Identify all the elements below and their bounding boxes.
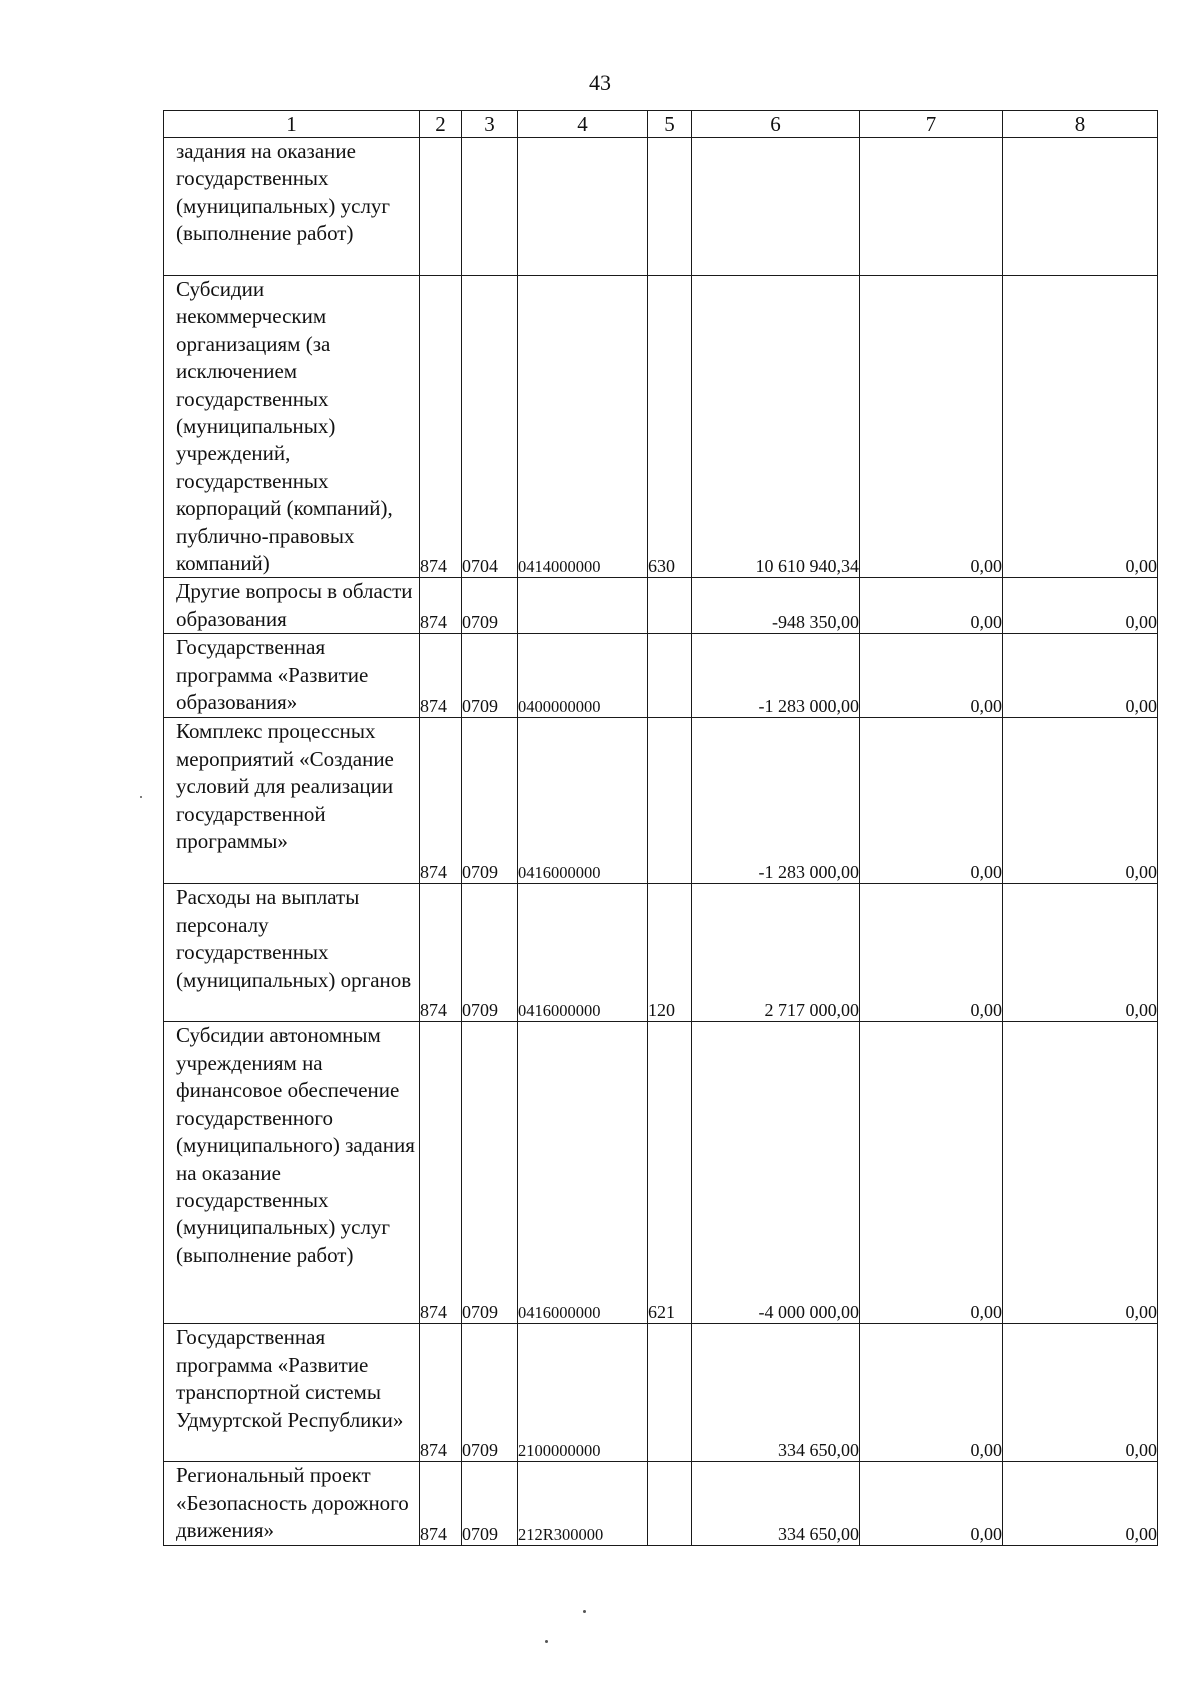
row-value-7: 0,00 bbox=[860, 1324, 1003, 1462]
row-vr bbox=[648, 138, 692, 276]
row-name: Расходы на выплаты персоналу государственных (муниципальных) органов bbox=[164, 884, 420, 1022]
row-target: 0416000000 bbox=[518, 718, 648, 884]
row-name: Региональный проект «Безопасность дорожного движения» bbox=[164, 1462, 420, 1546]
header-cell-6: 6 bbox=[692, 111, 860, 138]
table-row bbox=[164, 1462, 1158, 1546]
row-value-8: 0,00 bbox=[1003, 276, 1158, 578]
row-target bbox=[518, 138, 648, 276]
row-section: 0709 bbox=[462, 884, 518, 1022]
row-grbs: 874 bbox=[420, 718, 462, 884]
row-target: 0400000000 bbox=[518, 634, 648, 718]
row-name: Государственная программа «Развитие образования» bbox=[164, 634, 420, 718]
scan-speck bbox=[545, 1640, 548, 1643]
row-value-6: 334 650,00 bbox=[692, 1462, 860, 1546]
table-row bbox=[164, 138, 1158, 276]
row-grbs: 874 bbox=[420, 884, 462, 1022]
row-value-6: -1 283 000,00 bbox=[692, 634, 860, 718]
header-cell-1: 1 bbox=[164, 111, 420, 138]
row-grbs: 874 bbox=[420, 1462, 462, 1546]
row-target bbox=[518, 578, 648, 634]
row-target: 0416000000 bbox=[518, 884, 648, 1022]
row-vr bbox=[648, 578, 692, 634]
page-number: 43 bbox=[589, 70, 611, 95]
row-value-6: 2 717 000,00 bbox=[692, 884, 860, 1022]
scan-speck bbox=[583, 1610, 586, 1613]
row-section: 0709 bbox=[462, 578, 518, 634]
row-target: 2100000000 bbox=[518, 1324, 648, 1462]
row-name: Субсидии некоммерческим организациям (за исключением государственных (муниципальных) учреждений, государственных корпораций (компаний), публично-правовых компаний) bbox=[164, 276, 420, 578]
row-grbs: 874 bbox=[420, 276, 462, 578]
row-section: 0709 bbox=[462, 1022, 518, 1324]
header-cell-3: 3 bbox=[462, 111, 518, 138]
header-cell-5: 5 bbox=[648, 111, 692, 138]
row-value-8: 0,00 bbox=[1003, 718, 1158, 884]
row-section: 0704 bbox=[462, 276, 518, 578]
row-section bbox=[462, 138, 518, 276]
row-value-6: 10 610 940,34 bbox=[692, 276, 860, 578]
row-value-7: 0,00 bbox=[860, 884, 1003, 1022]
row-value-6: 334 650,00 bbox=[692, 1324, 860, 1462]
row-name: Субсидии автономным учреждениям на финансовое обеспечение государственного (муниципального) задания на оказание государственных (муниципальных) услуг (выполнение работ) bbox=[164, 1022, 420, 1324]
row-target: 0414000000 bbox=[518, 276, 648, 578]
row-grbs: 874 bbox=[420, 578, 462, 634]
row-name: Государственная программа «Развитие транспортной системы Удмуртской Республики» bbox=[164, 1324, 420, 1462]
row-section: 0709 bbox=[462, 634, 518, 718]
row-value-8 bbox=[1003, 138, 1158, 276]
row-value-7: 0,00 bbox=[860, 718, 1003, 884]
row-grbs: 874 bbox=[420, 634, 462, 718]
header-cell-7: 7 bbox=[860, 111, 1003, 138]
row-value-7: 0,00 bbox=[860, 634, 1003, 718]
header-cell-8: 8 bbox=[1003, 111, 1158, 138]
row-name: задания на оказание государственных (муниципальных) услуг (выполнение работ) bbox=[164, 138, 420, 276]
table-row bbox=[164, 634, 1158, 718]
row-vr: 120 bbox=[648, 884, 692, 1022]
row-vr: 630 bbox=[648, 276, 692, 578]
row-grbs bbox=[420, 138, 462, 276]
row-section: 0709 bbox=[462, 1462, 518, 1546]
row-grbs: 874 bbox=[420, 1324, 462, 1462]
row-value-7: 0,00 bbox=[860, 1022, 1003, 1324]
table-row bbox=[164, 884, 1158, 1022]
row-vr bbox=[648, 718, 692, 884]
row-value-7: 0,00 bbox=[860, 1462, 1003, 1546]
row-vr bbox=[648, 634, 692, 718]
row-vr bbox=[648, 1324, 692, 1462]
header-cell-4: 4 bbox=[518, 111, 648, 138]
scan-speck bbox=[140, 796, 142, 798]
row-name: Другие вопросы в области образования bbox=[164, 578, 420, 634]
table-row bbox=[164, 1324, 1158, 1462]
row-value-8: 0,00 bbox=[1003, 1324, 1158, 1462]
row-value-6: -1 283 000,00 bbox=[692, 718, 860, 884]
row-value-6 bbox=[692, 138, 860, 276]
row-target: 0416000000 bbox=[518, 1022, 648, 1324]
table-row bbox=[164, 276, 1158, 578]
row-name: Комплекс процессных мероприятий «Создание условий для реализации государственной программы» bbox=[164, 718, 420, 884]
table-row bbox=[164, 1022, 1158, 1324]
row-value-8: 0,00 bbox=[1003, 634, 1158, 718]
row-value-6: -4 000 000,00 bbox=[692, 1022, 860, 1324]
table-row bbox=[164, 718, 1158, 884]
table-row bbox=[164, 578, 1158, 634]
row-value-8: 0,00 bbox=[1003, 884, 1158, 1022]
row-value-8: 0,00 bbox=[1003, 1022, 1158, 1324]
row-vr: 621 bbox=[648, 1022, 692, 1324]
row-value-7: 0,00 bbox=[860, 578, 1003, 634]
row-vr bbox=[648, 1462, 692, 1546]
header-row bbox=[164, 111, 1158, 138]
row-value-7: 0,00 bbox=[860, 276, 1003, 578]
row-section: 0709 bbox=[462, 1324, 518, 1462]
budget-table bbox=[163, 110, 1158, 1546]
header-cell-2: 2 bbox=[420, 111, 462, 138]
row-target: 212R300000 bbox=[518, 1462, 648, 1546]
row-value-8: 0,00 bbox=[1003, 1462, 1158, 1546]
row-grbs: 874 bbox=[420, 1022, 462, 1324]
row-value-8: 0,00 bbox=[1003, 578, 1158, 634]
row-value-6: -948 350,00 bbox=[692, 578, 860, 634]
row-section: 0709 bbox=[462, 718, 518, 884]
row-value-7 bbox=[860, 138, 1003, 276]
